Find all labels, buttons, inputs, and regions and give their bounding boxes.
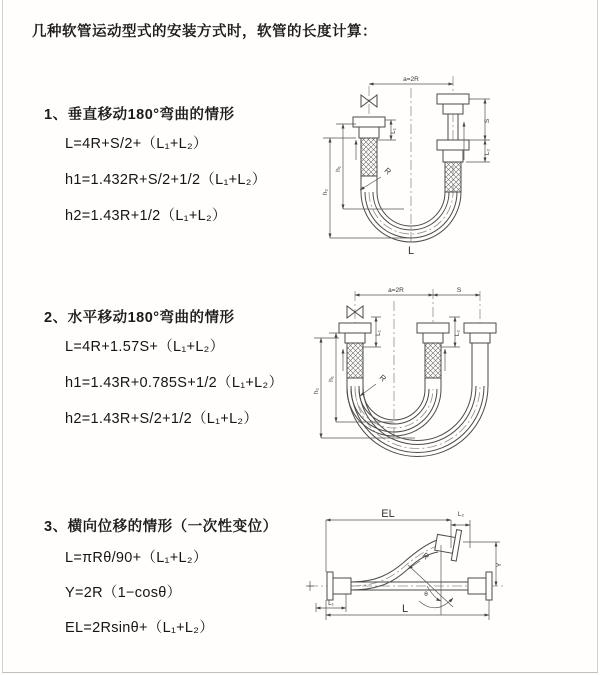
label-a2r: a=2R <box>388 287 404 294</box>
label-el: EL <box>381 508 395 520</box>
diagram-horizontal-180 <box>303 283 588 463</box>
section-1-formula-L: L=4R+S/2+（L₁+L₂） <box>65 136 208 152</box>
label-h2: h₂ <box>313 387 320 395</box>
section-2-formula-h2: h2=1.43R+S/2+1/2（L₁+L₂） <box>65 411 259 427</box>
label-l1: L₁ <box>328 600 334 607</box>
left-connection <box>327 572 351 600</box>
label-l1: L₁ <box>375 330 382 336</box>
label-h2: h₂ <box>322 188 329 196</box>
dimension-s <box>469 99 491 140</box>
section-3-formula-EL: EL=2Rsinθ+（L₁+L₂） <box>65 620 215 636</box>
dimension-a2r <box>355 287 433 295</box>
diagram-vertical-180 <box>306 72 556 267</box>
label-r: R <box>382 165 393 177</box>
label-l-total: L <box>407 245 415 257</box>
section-3-formula-L: L=πRθ/90+（L₁+L₂） <box>65 550 208 566</box>
dimension-a2r <box>369 76 453 84</box>
section-1-heading: 1、垂直移动180°弯曲的情形 <box>44 107 235 123</box>
label-h1: h₁ <box>335 166 342 172</box>
dimension-h2 <box>313 338 415 438</box>
displaced-connection <box>434 527 462 562</box>
section-2-heading: 2、水平移动180°弯曲的情形 <box>44 310 235 326</box>
right-connection <box>468 572 492 600</box>
diagram-lateral-displacement <box>300 502 595 657</box>
section-3-formula-Y: Y=2R（1−cosθ） <box>65 585 182 601</box>
section-3-heading: 3、横向位移的情形（一次性变位） <box>44 519 278 535</box>
hose-u-bend-shifted <box>347 386 488 456</box>
label-y: Y <box>496 562 503 568</box>
label-r: R <box>377 372 388 384</box>
dimension-l2 <box>466 140 491 162</box>
label-s: S <box>456 287 462 294</box>
section-1-formula-h2: h2=1.43R+1/2（L₁+L₂） <box>65 208 227 224</box>
dimension-s <box>433 287 480 295</box>
label-l2: L₂ <box>484 148 491 156</box>
label-h1: h₁ <box>328 376 335 382</box>
left-connection <box>353 117 385 192</box>
dimension-el <box>326 508 451 572</box>
middle-connection <box>417 323 449 389</box>
label-theta: θ <box>424 591 428 598</box>
label-s: S <box>484 118 491 124</box>
label-l2: L₂ <box>457 511 465 518</box>
right-connection <box>464 323 496 386</box>
angle-construction <box>408 545 453 615</box>
label-l-total: L <box>401 603 409 615</box>
right-connection <box>437 94 469 192</box>
label-l1: L₁ <box>390 128 397 134</box>
section-1-formula-h1: h1=1.432R+S/2+1/2（L₁+L₂） <box>65 172 267 188</box>
reference-mark <box>306 581 314 591</box>
dimension-l <box>326 600 489 620</box>
label-r: R <box>420 550 431 562</box>
page-title: 几种软管运动型式的安装方式时，软管的长度计算： <box>32 24 377 40</box>
section-2-formula-h1: h1=1.43R+0.785S+1/2（L₁+L₂） <box>65 375 284 391</box>
section-2-formula-L: L=4R+1.57S+（L₁+L₂） <box>65 339 225 355</box>
label-a2r: a=2R <box>403 76 419 83</box>
radius-callout <box>360 373 388 396</box>
label-l2: L₂ <box>454 329 461 337</box>
